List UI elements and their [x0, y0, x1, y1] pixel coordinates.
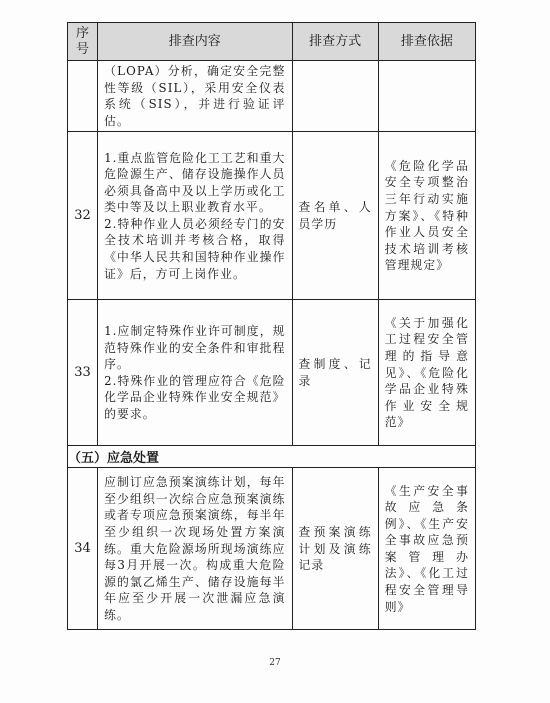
table-row	[68, 61, 476, 132]
row-content: （LOPA）分析，确定安全完整性等级（SIL），采用安全仪表系统（SIS），并进行验证评估。	[98, 61, 292, 132]
row-basis: 《危险化学品安全专项整治三年行动实施方案》、《特种作业人员安全技术培训考核管理规定》	[378, 132, 475, 300]
table-row	[68, 300, 476, 446]
row-content: 应制订应急预案演练计划，每年至少组织一次综合应急预案演练或者专项应急预案演练，每半年至少组织一次现场处置方案演练。重大危险源场所现场演练应每3月开展一次。构成重大危险源的氯乙烯生产、储存设施每半年应至少开展一次泄漏应急演练。	[98, 468, 292, 630]
header-content: 排查内容	[98, 23, 292, 61]
header-method: 排查方式	[292, 23, 378, 61]
table-row	[68, 132, 476, 300]
row-number	[68, 61, 98, 132]
header-basis: 排查依据	[378, 23, 475, 61]
page-number: 27	[269, 658, 281, 668]
row-basis: 《生产安全事故应急条例》、《生产安全事故应急预案管理办法》、《化工过程安全管理导则》	[378, 468, 475, 630]
row-method	[292, 61, 378, 132]
section-row	[68, 446, 476, 468]
row-number: 33	[68, 300, 98, 446]
table-header-row	[68, 23, 476, 61]
table-row	[68, 468, 476, 630]
inspection-table	[67, 22, 476, 630]
row-number: 32	[68, 132, 98, 300]
row-content: 1.应制定特殊作业许可制度，规范特殊作业的安全条件和审批程序。 2.特殊作业的管理应符合《危险化学品企业特殊作业安全规范》的要求。	[98, 300, 292, 446]
row-number: 34	[68, 468, 98, 630]
row-method: 查名单、人员学历	[292, 132, 378, 300]
row-method: 查预案演练计划及演练记录	[292, 468, 378, 630]
row-content: 1.重点监管危险化工工艺和重大危险源生产、储存设施操作人员必须具备高中及以上学历或化工类中等及以上职业教育水平。 2.特种作业人员必须经专门的安全技术培训并考核合格，取得《中华人民共和国特种作业操作证》后，方可上岗作业。	[98, 132, 292, 300]
section-title: （五）应急处置	[68, 446, 476, 468]
row-basis: 《关于加强化工过程安全管理的指导意见》、《危险化学品企业特殊作业安全规范》	[378, 300, 475, 446]
header-no: 序号	[68, 23, 98, 61]
row-basis	[378, 61, 475, 132]
row-method: 查制度、记录	[292, 300, 378, 446]
